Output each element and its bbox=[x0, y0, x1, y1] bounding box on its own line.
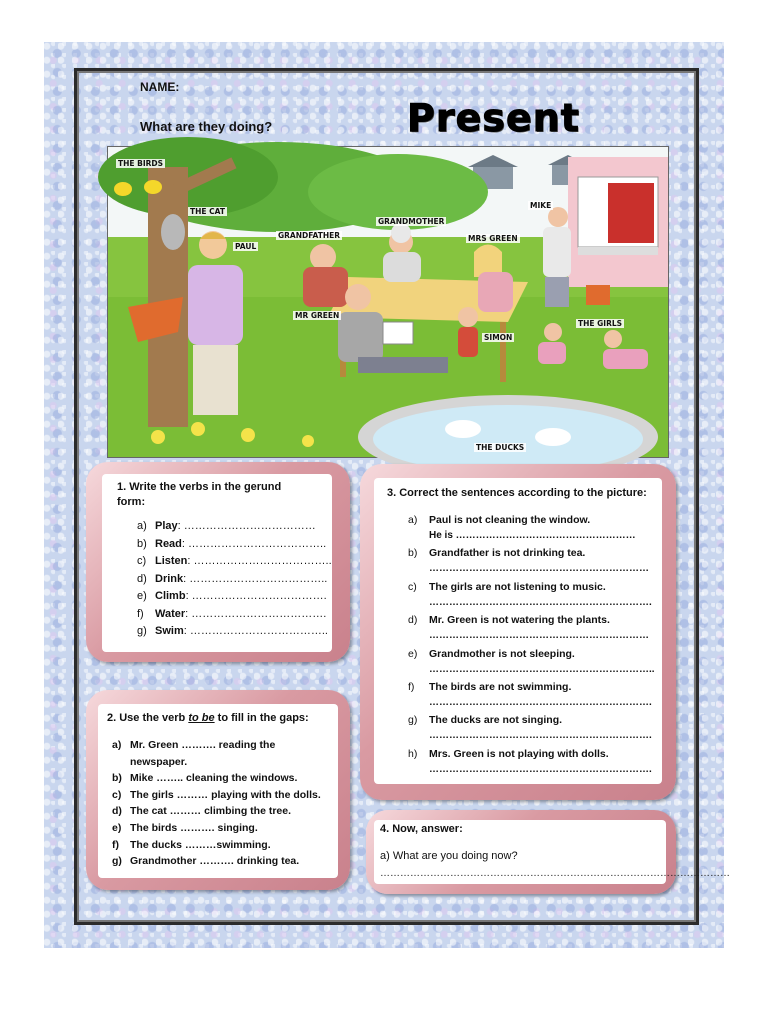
item-text: newspaper. bbox=[130, 755, 188, 768]
item-letter: c) bbox=[137, 555, 147, 567]
label-the-girls: THE GIRLS bbox=[578, 319, 623, 328]
item-letter: g) bbox=[137, 625, 147, 637]
garden-scene-image bbox=[108, 147, 668, 457]
item-sentence: Paul is not cleaning the window. bbox=[429, 514, 591, 526]
exercise-2-heading-verb: to be bbox=[188, 712, 215, 724]
item-sentence: The birds are not swimming. bbox=[429, 681, 572, 693]
verb-word: Read bbox=[155, 537, 182, 550]
fill-gap-item[interactable] bbox=[112, 839, 271, 851]
item-letter: a) bbox=[137, 520, 147, 532]
item-letter: h) bbox=[408, 747, 418, 760]
correct-sentence-item bbox=[408, 614, 610, 626]
item-text: The girls ……… playing with the dolls. bbox=[130, 788, 321, 801]
item-text: Mike …….. cleaning the windows. bbox=[130, 772, 298, 785]
question-label: What are they doing? bbox=[140, 119, 273, 134]
correct-sentence-item bbox=[408, 514, 590, 526]
fill-gap-item[interactable] bbox=[112, 756, 187, 768]
answer-line[interactable]: ………………………………………………………… bbox=[429, 563, 649, 575]
fill-gap-item[interactable] bbox=[112, 855, 299, 867]
fill-gap-item[interactable] bbox=[112, 822, 258, 834]
exercise-1-heading-line2: form: bbox=[117, 496, 146, 508]
answer-line[interactable]: …………………………………………………………. bbox=[429, 697, 652, 708]
item-text: Grandmother ………. drinking tea. bbox=[130, 855, 300, 868]
answer-dots[interactable]: : ……………………………….. bbox=[187, 555, 332, 567]
correct-sentence-item bbox=[408, 714, 562, 726]
item-letter: e) bbox=[137, 590, 147, 602]
label-mr-green: MR GREEN bbox=[295, 311, 340, 320]
verb-word: Drink bbox=[155, 572, 184, 585]
item-letter: c) bbox=[408, 580, 417, 593]
item-letter: d) bbox=[137, 572, 147, 585]
label-simon: SIMON bbox=[484, 333, 513, 342]
fill-gap-item[interactable] bbox=[112, 805, 291, 817]
item-letter: c) bbox=[112, 788, 122, 801]
exercise-2-heading-post: to fill in the gaps: bbox=[214, 712, 309, 724]
item-letter: e) bbox=[112, 822, 122, 834]
correct-sentence-item bbox=[408, 748, 609, 760]
label-grandmother: GRANDMOTHER bbox=[378, 217, 445, 226]
item-sentence: The ducks are not singing. bbox=[429, 714, 563, 727]
item-text: The ducks ………swimming. bbox=[130, 838, 271, 851]
fill-gap-item[interactable] bbox=[112, 789, 321, 801]
label-paul: PAUL bbox=[235, 242, 257, 251]
label-grandfather: GRANDFATHER bbox=[278, 231, 341, 240]
gerund-item[interactable] bbox=[137, 520, 316, 532]
label-the-ducks: THE DUCKS bbox=[476, 443, 525, 452]
exercise-1-heading bbox=[117, 480, 281, 510]
item-letter: f) bbox=[112, 838, 119, 851]
label-the-cat: THE CAT bbox=[190, 207, 225, 216]
item-sentence: Mrs. Green is not playing with dolls. bbox=[429, 747, 609, 760]
correct-sentence-item bbox=[408, 681, 571, 693]
correct-sentence-item bbox=[408, 581, 606, 593]
item-letter: g) bbox=[112, 855, 122, 868]
answer-dots[interactable]: : ………………………………. bbox=[185, 590, 327, 602]
page-title: Present bbox=[407, 96, 580, 140]
exercise-2-heading-pre: 2. Use the verb bbox=[107, 712, 189, 724]
answer-dots[interactable]: : ………………………………. bbox=[185, 607, 327, 620]
exercise-4-question: a) What are you doing now? bbox=[380, 850, 518, 862]
item-letter: b) bbox=[112, 772, 122, 785]
answer-line[interactable]: He is ……………………………………………… bbox=[429, 530, 636, 541]
item-letter: f) bbox=[408, 681, 415, 693]
item-letter: a) bbox=[112, 739, 122, 751]
item-letter: g) bbox=[408, 714, 418, 727]
label-mrs-green: MRS GREEN bbox=[468, 234, 518, 243]
answer-dots[interactable]: : ……………………………….. bbox=[181, 537, 327, 550]
fill-gap-item[interactable] bbox=[112, 739, 275, 751]
item-text: The birds ………. singing. bbox=[130, 822, 258, 834]
answer-dots[interactable]: : ……………………………….. bbox=[183, 625, 328, 637]
answer-line[interactable]: ………………………………………………………… bbox=[429, 630, 649, 642]
item-letter: e) bbox=[408, 647, 418, 660]
gerund-item[interactable] bbox=[137, 590, 327, 602]
gerund-item[interactable] bbox=[137, 573, 327, 585]
label-the-birds: THE BIRDS bbox=[118, 159, 164, 168]
exercise-4-heading: 4. Now, answer: bbox=[380, 823, 463, 835]
item-letter: d) bbox=[112, 805, 122, 818]
item-text: The cat ……… climbing the tree. bbox=[130, 805, 292, 818]
item-letter: a) bbox=[408, 514, 418, 526]
item-sentence: Mr. Green is not watering the plants. bbox=[429, 614, 610, 627]
answer-line[interactable]: …………………………………………………………. bbox=[429, 763, 652, 775]
answer-dots[interactable]: : ……………………………… bbox=[177, 520, 316, 532]
correct-sentence-item bbox=[408, 547, 585, 559]
verb-word: Swim bbox=[155, 625, 184, 637]
verb-word: Play bbox=[155, 520, 178, 532]
correct-sentence-item bbox=[408, 648, 575, 660]
garden-illustration bbox=[107, 146, 669, 458]
exercise-2-heading bbox=[107, 711, 309, 726]
answer-line[interactable]: …………………………………………………………. bbox=[429, 730, 652, 742]
label-mike: MIKE bbox=[530, 201, 552, 210]
answer-dots[interactable]: : ……………………………….. bbox=[183, 572, 328, 585]
verb-word: Climb bbox=[155, 590, 186, 602]
item-letter: b) bbox=[408, 547, 418, 560]
answer-line[interactable]: ………………………………………………………….. bbox=[429, 663, 655, 675]
gerund-item[interactable] bbox=[137, 555, 332, 567]
gerund-item[interactable] bbox=[137, 608, 326, 620]
verb-word: Water bbox=[155, 607, 186, 620]
name-label: NAME: bbox=[140, 80, 180, 94]
item-sentence: Grandfather is not drinking tea. bbox=[429, 547, 586, 560]
exercise-3-heading: 3. Correct the sentences according to the picture: bbox=[387, 487, 647, 499]
item-letter: d) bbox=[408, 614, 418, 627]
gerund-item[interactable] bbox=[137, 538, 326, 550]
item-sentence: Grandmother is not sleeping. bbox=[429, 647, 575, 660]
exercise-1-heading-line1: 1. Write the verbs in the gerund bbox=[117, 481, 282, 493]
fill-gap-item[interactable] bbox=[112, 772, 297, 784]
item-letter: b) bbox=[137, 537, 147, 550]
item-text: Mr. Green ………. reading the bbox=[130, 739, 276, 751]
exercise-4-answer-line[interactable]: …………………………………………………………………………………………… bbox=[380, 868, 730, 879]
item-letter: f) bbox=[137, 607, 144, 620]
answer-line[interactable]: …………………………………………………………. bbox=[429, 596, 652, 608]
item-sentence: The girls are not listening to music. bbox=[429, 580, 606, 593]
verb-word: Listen bbox=[155, 555, 188, 567]
gerund-item[interactable] bbox=[137, 625, 328, 637]
